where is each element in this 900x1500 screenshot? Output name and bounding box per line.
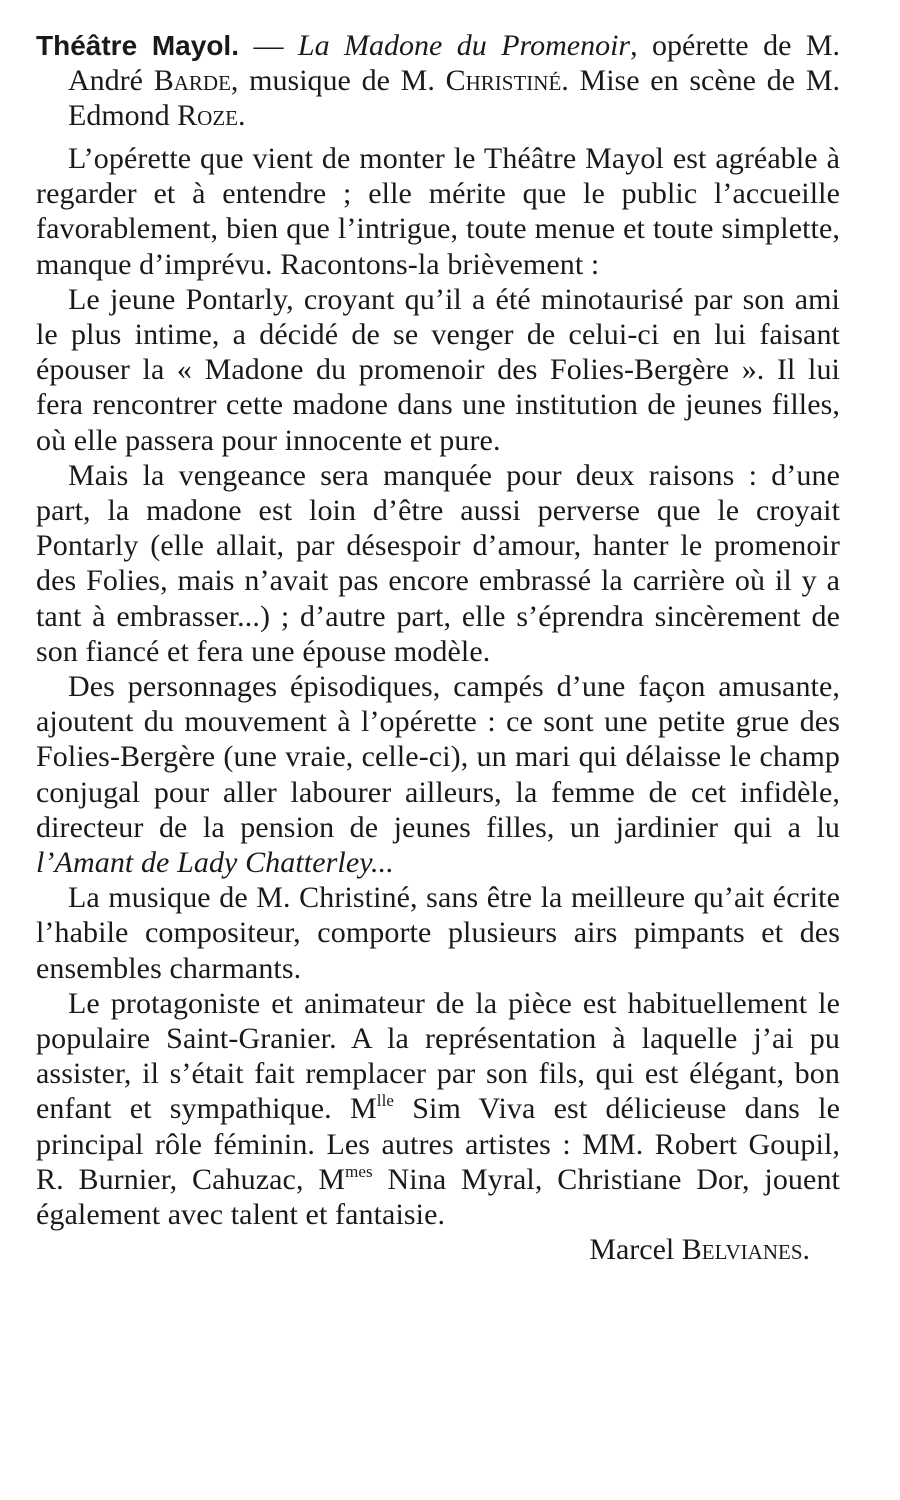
article-heading — [36, 28, 840, 133]
paragraph-vengeance: Mais la vengeance sera manquée pour deux raisons : d’une part, la madone est loin d’être aussi perverse que le croyait Pontarly (elle allait, par désespoir d’amour, hanter le promenoir des Folies, mais n’avait pas encore embrassé la carrière où il y a tant à embrasser...) ; d’autre part, elle s’éprendra sincèrement de son fiancé et fera une épouse modèle. — [36, 458, 840, 668]
paragraph-plot: Le jeune Pontarly, croyant qu’il a été minotaurisé par son ami le plus intime, a décidé de se venger de celui-ci en lui faisant épouser la « Madone du promenoir des Folies-Bergère ». Il lui fera rencontrer cette madone dans une institution de jeunes filles, où elle passera pour innocente et pure. — [36, 282, 840, 457]
paragraph-cast — [36, 986, 840, 1232]
cast-text-3: Nina Myral, Christiane Dor, jouent également avec talent et fantaisie. — [36, 1162, 840, 1232]
signature-last-name: Belvianes — [681, 1233, 803, 1267]
paragraph-music: La musique de M. Christiné, sans être la meilleure qu’ait écrite l’habile compositeur, comporte plusieurs airs pimpants et des ensembles charmants. — [36, 881, 840, 985]
theatre-name: Théâtre Mayol. — [36, 30, 239, 61]
signature — [36, 1232, 840, 1268]
cast-text-2: Sim Viva est délicieuse dans le principal rôle féminin. Les autres artistes : MM. Robert Goupil, R. Burnier, Cahuzac, M — [36, 1092, 840, 1196]
paragraph-intro: L’opérette que vient de monter le Théâtre Mayol est agréable à regarder et à entendre ; elle mérite que le public l’accueille favorablement, bien que l’intrigue, toute menue et toute simplette, manque d’imprévu. Racontons-la brièvement : — [36, 142, 840, 281]
composer-name: Christiné — [445, 64, 562, 97]
signature-first-name: Marcel — [589, 1233, 682, 1267]
paragraph-characters — [36, 669, 840, 880]
author-name: Barde — [153, 64, 231, 97]
heading-text-1: , opérette de M. André — [68, 29, 840, 97]
director-name: Roze — [177, 99, 239, 132]
article — [36, 28, 840, 1268]
operetta-title: La Madone du Promenoir — [297, 29, 631, 62]
heading-text-2: , musique de M. — [230, 64, 446, 97]
cast-text-1: Le protagoniste et animateur de la pièce est habituellement le populaire Saint-Granier. A la représentation à laquelle j’ai pu assister, il s’était fait remplacer par son fils, qui est élégant, bon enfant et sympathique. M — [36, 986, 840, 1126]
heading-text-4: . — [238, 99, 246, 132]
mlle-superscript: lle — [376, 1091, 395, 1111]
mmes-superscript: mes — [345, 1161, 373, 1181]
characters-text: Des personnages épisodiques, campés d’une façon amusante, ajoutent du mouvement à l’opérette : ce sont une petite grue des Folies-Bergère (une vraie, celle-ci), un mari qui délaisse le champ conjugal pour aller labourer ailleurs, la femme de cet infidèle, directeur de la pension de jeunes filles, un jardinier qui a lu — [36, 670, 840, 844]
book-title: l’Amant de Lady Chatterley... — [36, 846, 394, 880]
heading-text-3: . Mise en scène de M. Edmond — [68, 64, 840, 132]
heading-dash: — — [239, 29, 298, 62]
signature-period: . — [802, 1233, 810, 1267]
